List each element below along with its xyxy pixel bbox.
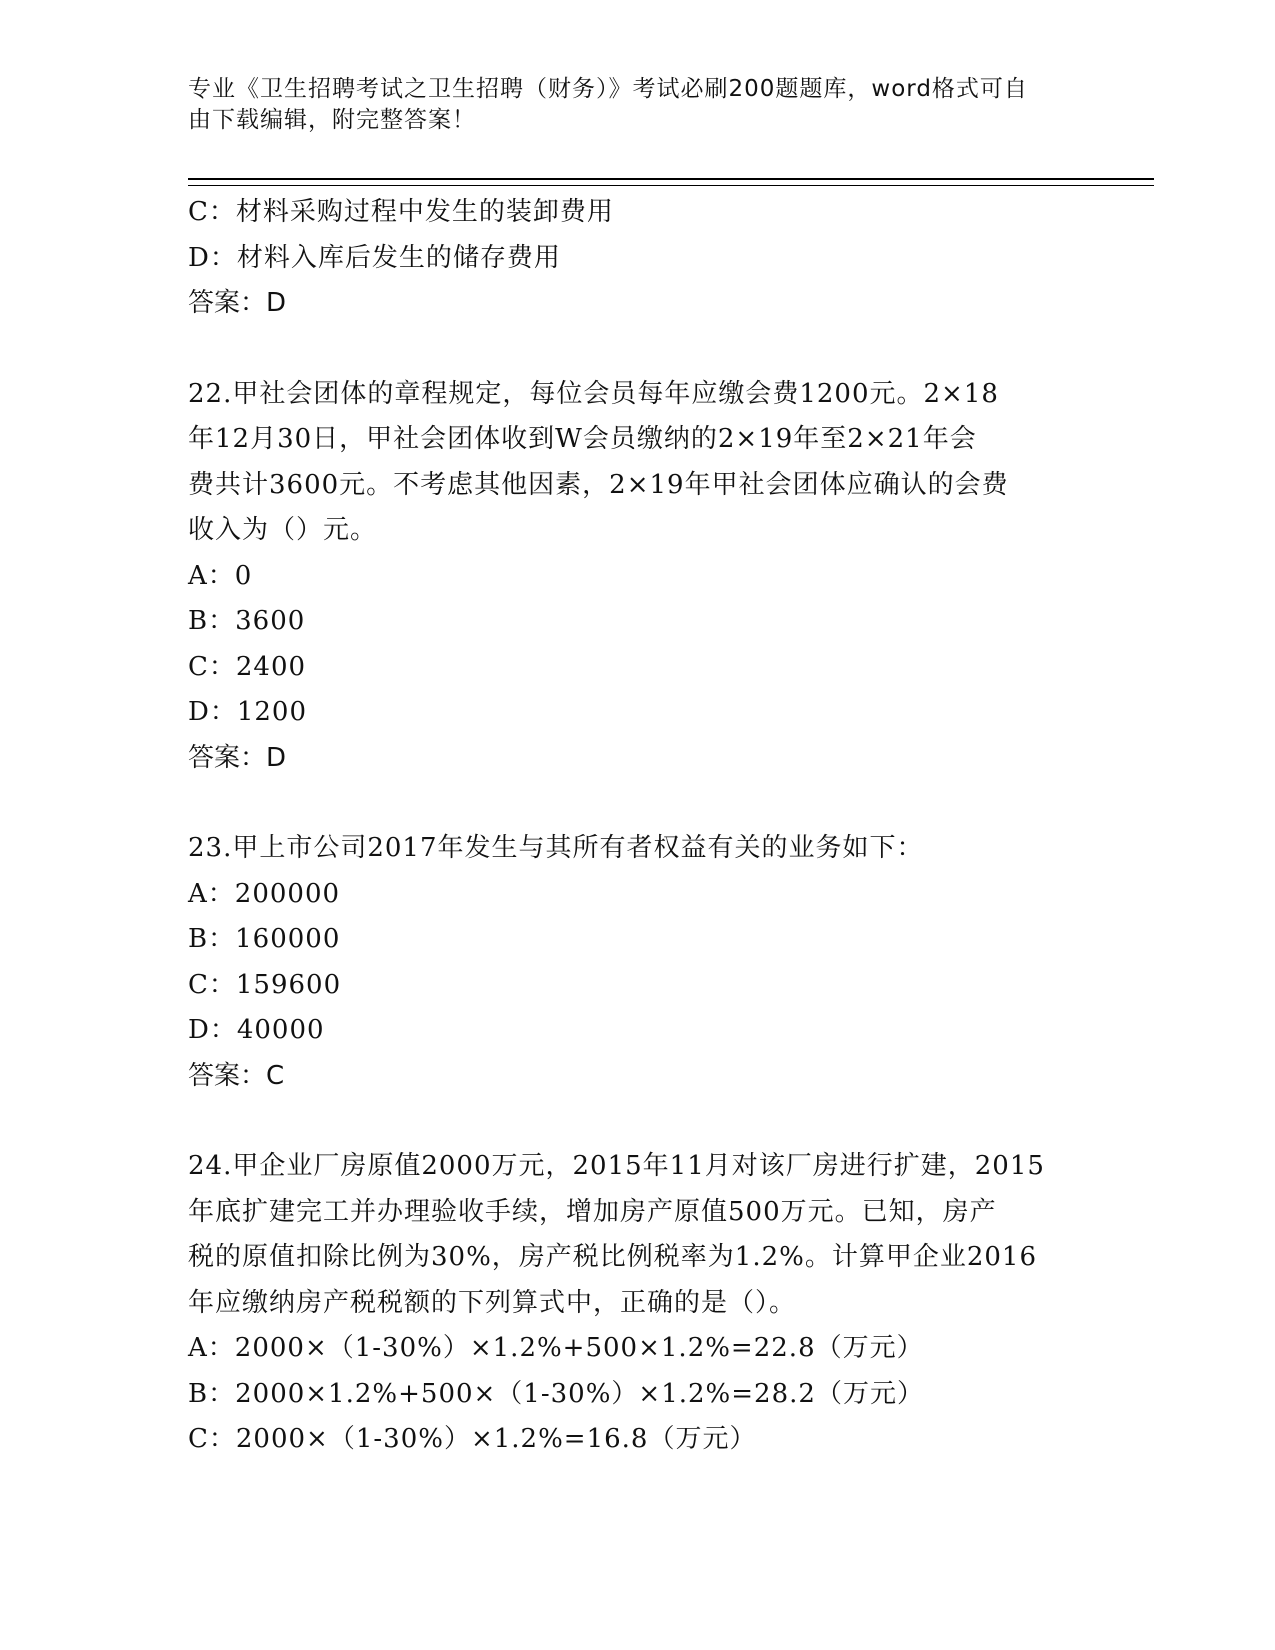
question-stem-line: 税的原值扣除比例为30%，房产税比例税率为1.2%。计算甲企业2016 [188,1242,1038,1272]
spacer [188,781,1088,826]
question-stem-line: 费共计3600元。不考虑其他因素，2×19年甲社会团体应确认的会费 [188,469,1009,500]
option-d: D：1200 [188,697,308,727]
spacer [188,327,1088,372]
option-b: B：3600 [188,606,306,636]
answer: 答案：C [188,1060,285,1091]
option-c: C：159600 [188,969,342,1000]
question-stem-line: 年12月30日，甲社会团体收到W会员缴纳的2×19年至2×21年会 [188,424,977,454]
question-23 [188,826,1088,1099]
option-c: C：2000×（1-30%）×1.2%=16.8（万元） [188,1424,757,1454]
header-divider [188,178,1154,186]
option-a: A：0 [188,560,253,591]
question-stem-line: 23.甲上市公司2017年发生与其所有者权益有关的业务如下： [188,833,924,863]
answer: 答案：D [188,288,287,318]
question-stem-line: 22.甲社会团体的章程规定，每位会员每年应缴会费1200元。2×18 [188,378,999,409]
option-d: D：40000 [188,1015,325,1045]
option-a: A：200000 [188,878,341,909]
option-a: A：2000×（1-30%）×1.2%+500×1.2%=22.8（万元） [188,1333,924,1363]
option-b: B：160000 [188,924,341,954]
option-d: D：材料入库后发生的储存费用 [188,242,561,273]
option-c: C：2400 [188,651,307,682]
question-24 [188,1144,1088,1463]
question-stem-line: 年应缴纳房产税税额的下列算式中，正确的是（）。 [188,1287,797,1318]
question-stem-line: 收入为（）元。 [188,515,378,545]
question-stem-line: 年底扩建完工并办理验收手续，增加房产原值500万元。已知，房产 [188,1196,997,1227]
page-header [188,74,1088,136]
option-c: C：材料采购过程中发生的装卸费用 [188,197,614,227]
option-b: B：2000×1.2%+500×（1-30%）×1.2%=28.2（万元） [188,1378,924,1409]
spacer [188,1099,1088,1144]
question-21-tail [188,190,1088,327]
header-title-line-1: 专业《卫生招聘考试之卫生招聘（财务）》考试必刷200题题库，word格式可自 [188,76,1028,102]
question-22 [188,372,1088,782]
answer: 答案：D [188,742,287,773]
document-body [188,190,1088,1463]
header-title-line-2: 由下载编辑，附完整答案！ [188,107,476,133]
question-stem-line: 24.甲企业厂房原值2000万元，2015年11月对该厂房进行扩建，2015 [188,1151,1045,1181]
